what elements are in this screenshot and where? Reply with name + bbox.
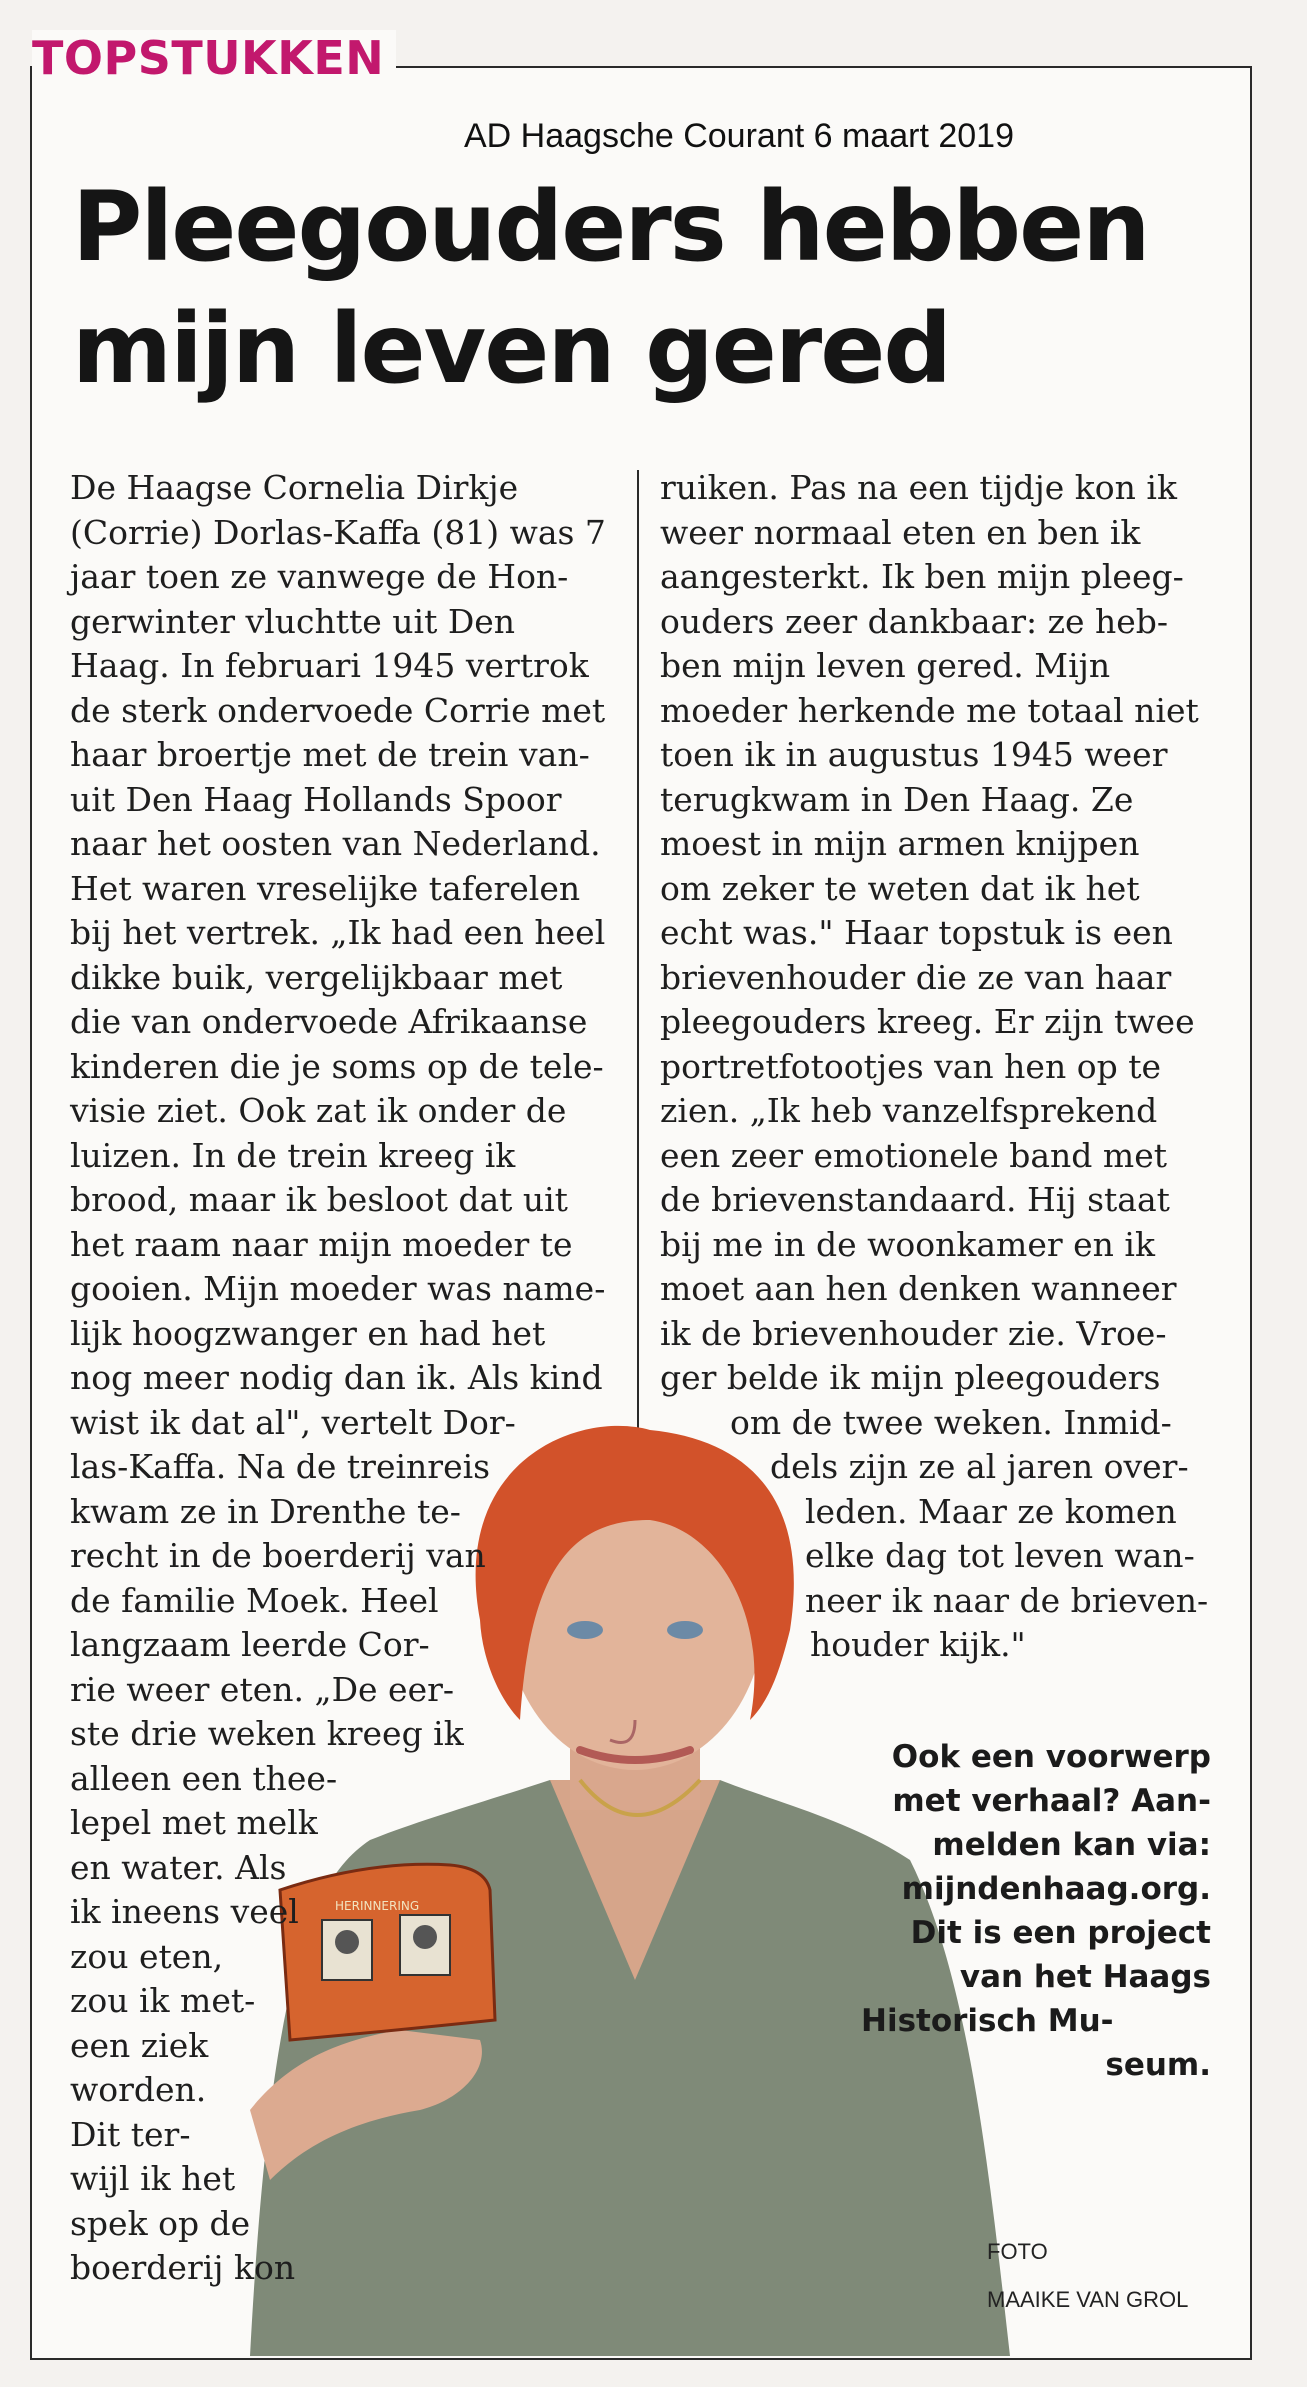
body-line: zien. „Ik heb vanzelfsprekend bbox=[660, 1091, 1158, 1130]
letter-holder-text: HERINNERING bbox=[335, 1899, 420, 1913]
body-line: moeder herkende me totaal niet bbox=[660, 690, 1199, 730]
cta-line: Ook een voorwerp bbox=[891, 1739, 1211, 1775]
body-line: dels zijn ze al jaren over- bbox=[770, 1447, 1189, 1486]
photo-credit-label: FOTO bbox=[987, 2239, 1048, 2264]
cta-line: met verhaal? Aan- bbox=[892, 1783, 1211, 1819]
body-line: gerwinter vluchtte uit Den bbox=[70, 601, 516, 641]
body-line: het raam naar mijn moeder te bbox=[70, 1224, 573, 1264]
body-line: Het waren vreselijke taferelen bbox=[70, 868, 581, 908]
body-line: jaar toen ze vanwege de Hon- bbox=[70, 557, 569, 596]
body-line: rie weer eten. „De eer- bbox=[70, 1669, 455, 1709]
body-line: Haag. In februari 1945 vertrok bbox=[70, 646, 589, 685]
body-line: een ziek bbox=[70, 2025, 209, 2065]
body-line: uit Den Haag Hollands Spoor bbox=[70, 779, 562, 819]
body-line: echt was." Haar topstuk is een bbox=[660, 913, 1173, 952]
body-line: haar broertje met de trein van- bbox=[70, 735, 590, 774]
body-line: ben mijn leven gered. Mijn bbox=[660, 646, 1111, 685]
body-line: neer ik naar de brieven- bbox=[805, 1580, 1209, 1620]
body-line: ik ineens veel bbox=[70, 1892, 299, 1931]
body-line: worden. bbox=[70, 2070, 207, 2109]
headline-line-2: mijn leven gered bbox=[72, 293, 951, 405]
photo-credit bbox=[987, 2228, 1188, 2324]
body-line: nog meer nodig dan ik. Als kind bbox=[70, 1358, 603, 1397]
body-line: langzaam leerde Cor- bbox=[70, 1625, 430, 1664]
body-line: een zeer emotionele band met bbox=[660, 1135, 1167, 1175]
body-line: boerderij kon bbox=[70, 2248, 296, 2287]
body-line: gooien. Mijn moeder was name- bbox=[70, 1269, 606, 1308]
headline-line-1: Pleegouders hebben bbox=[72, 171, 1149, 283]
body-line: ik de brievenhouder zie. Vroe- bbox=[660, 1313, 1167, 1353]
column-divider bbox=[637, 470, 639, 1470]
body-line: ruiken. Pas na een tijdje kon ik bbox=[660, 468, 1177, 507]
call-to-action bbox=[791, 1735, 1211, 2087]
body-line: lepel met melk bbox=[70, 1803, 318, 1842]
body-line: dikke buik, vergelijkbaar met bbox=[70, 957, 563, 997]
body-line: leden. Maar ze komen bbox=[805, 1491, 1177, 1531]
body-line: luizen. In de trein kreeg ik bbox=[70, 1135, 516, 1175]
headline bbox=[72, 166, 1222, 410]
body-line: moet aan hen denken wanneer bbox=[660, 1269, 1177, 1308]
body-line: (Corrie) Dorlas-Kaffa (81) was 7 bbox=[70, 512, 606, 552]
body-line: zou ik met- bbox=[70, 1981, 256, 2020]
cta-line: seum. bbox=[1105, 2047, 1211, 2083]
body-line: zou eten, bbox=[70, 1936, 224, 1976]
body-line: om de twee weken. Inmid- bbox=[730, 1402, 1172, 1442]
body-line: de sterk ondervoede Corrie met bbox=[70, 690, 606, 730]
body-line: lijk hoogzwanger en had het bbox=[70, 1313, 546, 1353]
body-column-right bbox=[660, 466, 1208, 1668]
body-line: ste drie weken kreeg ik bbox=[70, 1714, 464, 1753]
body-line: brood, maar ik besloot dat uit bbox=[70, 1180, 568, 1219]
body-line: brievenhouder die ze van haar bbox=[660, 957, 1172, 997]
photo-credit-name: MAAIKE VAN GROL bbox=[987, 2287, 1189, 2312]
body-line: pleegouders kreeg. Er zijn twee bbox=[660, 1002, 1195, 1041]
body-line: toen ik in augustus 1945 weer bbox=[660, 735, 1168, 774]
body-line: aangesterkt. Ik ben mijn pleeg- bbox=[660, 557, 1184, 596]
body-line: las-Kaffa. Na de treinreis bbox=[70, 1447, 491, 1486]
body-column-left bbox=[70, 466, 606, 2291]
body-line: bij me in de woonkamer en ik bbox=[660, 1224, 1155, 1264]
body-line: elke dag tot leven wan- bbox=[805, 1536, 1195, 1575]
cta-line: Historisch Mu- bbox=[861, 2003, 1114, 2039]
body-line: ger belde ik mijn pleegouders bbox=[660, 1358, 1161, 1397]
body-line: alleen een thee- bbox=[70, 1758, 338, 1798]
body-line: om zeker te weten dat ik het bbox=[660, 868, 1140, 908]
body-line: moest in mijn armen knijpen bbox=[660, 824, 1140, 863]
body-line: naar het oosten van Nederland. bbox=[70, 824, 601, 863]
body-line: en water. Als bbox=[70, 1847, 287, 1887]
body-line: kwam ze in Drenthe te- bbox=[70, 1491, 461, 1531]
body-line: weer normaal eten en ben ik bbox=[660, 512, 1141, 552]
cta-line: mijndenhaag.org. bbox=[901, 1871, 1211, 1907]
cta-line: van het Haags bbox=[959, 1959, 1211, 1995]
body-line: houder kijk." bbox=[810, 1625, 1026, 1664]
body-line: terugkwam in Den Haag. Ze bbox=[660, 779, 1134, 819]
body-line: wist ik dat al", vertelt Dor- bbox=[70, 1402, 516, 1442]
body-line: portretfotootjes van hen op te bbox=[660, 1046, 1161, 1086]
body-line: die van ondervoede Afrikaanse bbox=[70, 1002, 588, 1041]
source-line: AD Haagsche Courant 6 maart 2019 bbox=[456, 116, 1022, 156]
body-line: Dit ter- bbox=[70, 2114, 191, 2154]
cta-line: Dit is een project bbox=[910, 1915, 1211, 1951]
body-line: De Haagse Cornelia Dirkje bbox=[70, 468, 519, 507]
body-line: kinderen die je soms op de tele- bbox=[70, 1046, 604, 1086]
cta-line: melden kan via: bbox=[932, 1827, 1211, 1863]
body-line: de brievenstandaard. Hij staat bbox=[660, 1180, 1170, 1219]
body-line: bij het vertrek. „Ik had een heel bbox=[70, 913, 606, 952]
body-line: ouders zeer dankbaar: ze heb- bbox=[660, 601, 1169, 641]
body-line: visie ziet. Ook zat ik onder de bbox=[70, 1091, 567, 1130]
body-line: spek op de bbox=[70, 2203, 251, 2243]
body-line: recht in de boerderij van bbox=[70, 1536, 486, 1575]
section-label: TOPSTUKKEN bbox=[32, 30, 396, 86]
body-line: wijl ik het bbox=[70, 2159, 236, 2198]
body-line: de familie Moek. Heel bbox=[70, 1580, 439, 1620]
